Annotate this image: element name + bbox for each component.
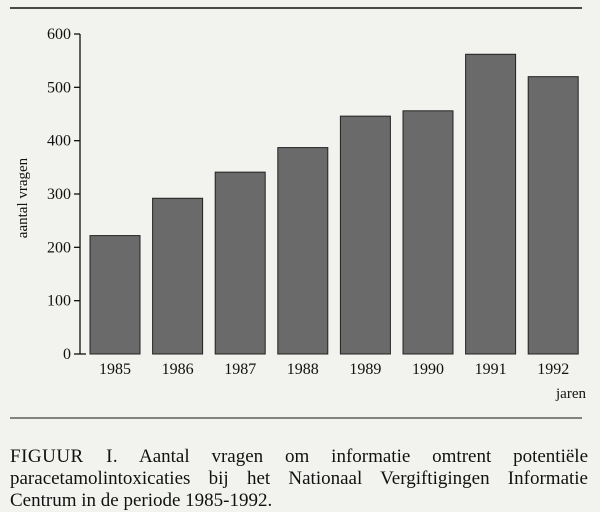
bar-1988 [278,148,328,354]
y-tick-label: 100 [47,292,71,310]
bar-1992 [528,77,578,354]
bar-1986 [153,198,203,354]
y-axis [47,26,86,363]
bar-1985 [90,236,140,354]
bar-1991 [466,54,516,354]
bar-1987 [215,172,265,354]
x-tick-label: 1986 [161,361,194,378]
bars [90,54,578,354]
y-tick-label: 600 [47,26,71,43]
x-tick-label: 1991 [474,361,507,378]
caption-text: Aantal vragen om informatie omtrent potentiële paracetamolintoxicaties bij het Nationaal Vergiftigingen Informatie Centrum in de periode 1985-1992. [10,446,589,511]
x-tick-label: 1992 [537,361,570,378]
y-tick-label: 300 [47,186,71,203]
bar-1989 [340,116,390,354]
x-tick-labels [99,361,569,378]
x-tick-label: 1989 [349,361,382,378]
y-axis-label: aantal vragen [15,157,31,239]
x-axis-label: jaren [556,386,586,402]
y-tick-label: 0 [63,346,71,363]
y-tick-label: 500 [47,79,71,97]
x-tick-label: 1985 [99,361,131,378]
bar-1990 [403,111,453,354]
x-tick-label: 1988 [286,361,319,378]
caption-label: FIGUUR I. [10,446,119,467]
y-tick-label: 200 [47,239,71,257]
y-tick-label: 400 [47,132,71,150]
figure-caption [10,446,588,512]
x-tick-label: 1987 [224,361,257,378]
x-tick-label: 1990 [412,361,444,378]
